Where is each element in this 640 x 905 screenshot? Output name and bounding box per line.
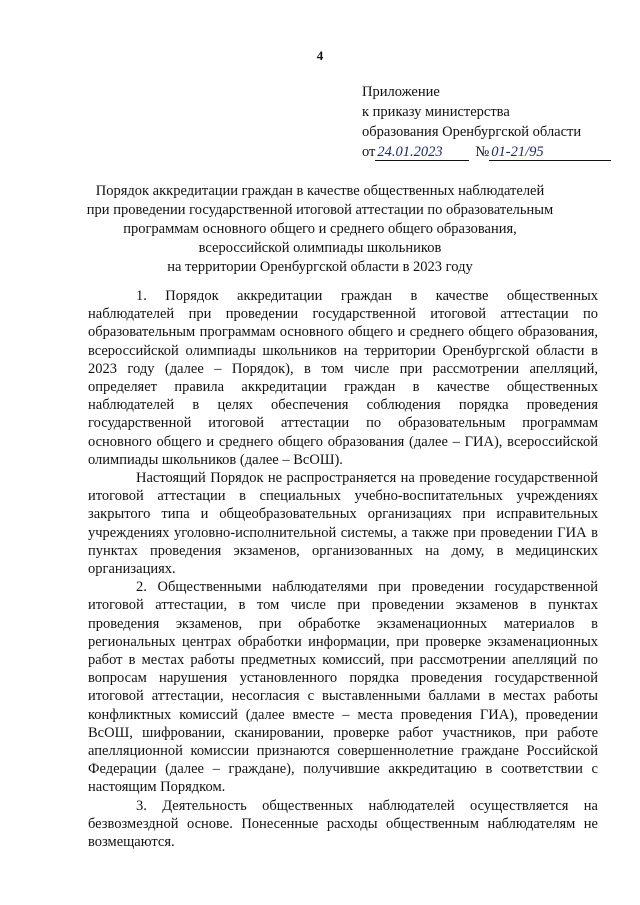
appendix-block [362, 82, 612, 162]
title-line-4: всероссийской олимпиады школьников [198, 240, 442, 256]
appendix-line-1: Приложение [362, 84, 440, 100]
paragraph-3: 2. Общественными наблюдателями при проведении государственной итоговой аттестации, в том числе при проведении экзаменов в пунктах проведения экзаменов, при обработке экзаменационных материалов в региональных центрах обработки информации, при проверке экзаменационных работ в местах работы предметных комиссий, при рассмотрении апелляций по вопросам нарушения установленного порядка проведения государственной итоговой аттестации, несогласия с выставленными баллами в местах работы конфликтных комиссий (далее вместе – места проведения ГИА), проведении ВсОШ, шифровании, сканировании, проверке работ участников, при работе апелляционной комиссии признаются совершеннолетние граждане Российской Федерации (далее – граждане), получившие аккредитацию в соответствии с настоящим Порядком. [88, 579, 598, 796]
paragraph-4: 3. Деятельность общественных наблюдателей осуществляется на безвозмездной основе. Понесенные расходы общественным наблюдателям не возмещаются. [88, 797, 598, 851]
title-line-5: на территории Оренбургской области в 2023 году [167, 259, 473, 275]
title-line-1: Порядок аккредитации граждан в качестве общественных наблюдателей [95, 183, 545, 199]
from-label: от [362, 144, 376, 160]
number-label: № [475, 144, 490, 160]
paragraph-2: Настоящий Порядок не распространяется на проведение государственной итоговой аттестации в специальных учебно-воспитательных учреждениях закрытого типа и общеобразовательных организациях при исправительных учреждениях уголовно-исполнительной системы, а также при проведении ГИА в пунктах проведения экзаменов, организованных на дому, в медицинских организациях. [88, 470, 598, 578]
paragraph-1: 1. Порядок аккредитации граждан в качестве общественных наблюдателей при проведении государственной итоговой аттестации по образовательным программам основного общего и среднего общего образования, всероссийской олимпиады школьников на территории Оренбургской области в 2023 году (далее – Порядок), в том числе при рассмотрении апелляций, определяет правила аккредитации граждан в качестве общественных наблюдателей в целях обеспечения соблюдения порядка проведения государственной итоговой аттестации по образовательным программам основного общего и среднего общего образования (далее – ГИА), всероссийской олимпиады школьников (далее – ВсОШ). [88, 288, 598, 468]
page-number: 4 [316, 48, 324, 63]
handwritten-order-number: 01-21/95 [489, 144, 611, 161]
document-body [88, 287, 598, 851]
appendix-line-3: образования Оренбургской области [362, 124, 582, 140]
title-line-3: программам основного общего и среднего общего образования, [123, 221, 517, 237]
document-title [70, 182, 570, 277]
handwritten-date: 24.01.2023 [375, 144, 469, 161]
appendix-line-2: к приказу министерства [362, 104, 510, 120]
title-line-2: при проведении государственной итоговой аттестации по образовательным [86, 202, 554, 218]
order-reference-line [362, 142, 612, 162]
